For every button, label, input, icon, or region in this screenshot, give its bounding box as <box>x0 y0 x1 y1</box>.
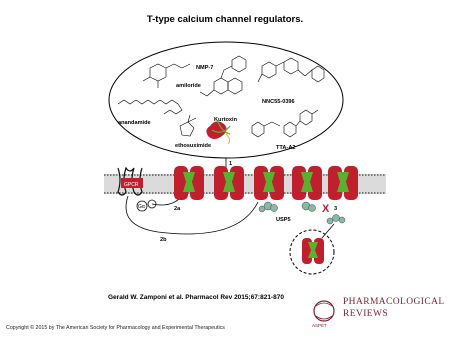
nmp7-label: NMP-7 <box>196 65 214 71</box>
arrow-3 <box>322 224 334 238</box>
channel-2 <box>214 166 244 200</box>
g-protein-label: Gα <box>138 204 145 210</box>
label-1: 1 <box>229 161 233 167</box>
channel-1 <box>174 166 204 200</box>
regulator-ellipse <box>109 42 343 158</box>
nmp7-structure <box>200 56 246 96</box>
citation: Gerald W. Zamponi et al. Pharmacol Rev 2015;67:821-870 <box>108 294 284 301</box>
label-2b: 2b <box>160 237 167 243</box>
aspet-label: ASPET <box>312 323 327 328</box>
amiloride-label: amiloride <box>176 83 201 89</box>
ethosuximide-structure <box>180 115 196 136</box>
gpcr-label: GPCR <box>124 182 139 188</box>
journal-name-line2: REVIEWS <box>343 309 389 319</box>
kurtoxin-structure <box>206 121 230 144</box>
channel-5 <box>328 166 358 200</box>
block-x-icon: X <box>322 203 330 215</box>
anandamide-label: anandamide <box>118 120 151 126</box>
ethosuximide-label: ethosuximide <box>175 143 212 149</box>
channel-4 <box>292 166 322 200</box>
arrow-2b <box>126 196 258 234</box>
figure-title: T-type calcium channel regulators. <box>146 14 304 25</box>
tta-structure <box>252 110 318 137</box>
kurtoxin-label: Kurtoxin <box>214 117 237 123</box>
ubiquitin-cluster <box>327 215 345 225</box>
copyright-notice: Copyright © 2015 by The American Society for Pharmacology and Experimental Therapeutics <box>6 325 225 331</box>
endocytic-vesicle <box>290 230 334 274</box>
aspet-logo-icon <box>314 301 334 321</box>
label-2a: 2a <box>174 206 181 212</box>
usp5-protein <box>259 202 316 212</box>
usp5-label: USP5 <box>276 217 291 223</box>
nnc-label: NNC55-0396 <box>262 99 295 105</box>
channel-3 <box>254 166 284 200</box>
tta-label: TTA-A2 <box>276 145 296 151</box>
journal-name-line1: PHARMACOLOGICAL <box>343 297 445 307</box>
label-3: 3 <box>334 206 338 212</box>
anandamide-structure <box>118 100 182 114</box>
